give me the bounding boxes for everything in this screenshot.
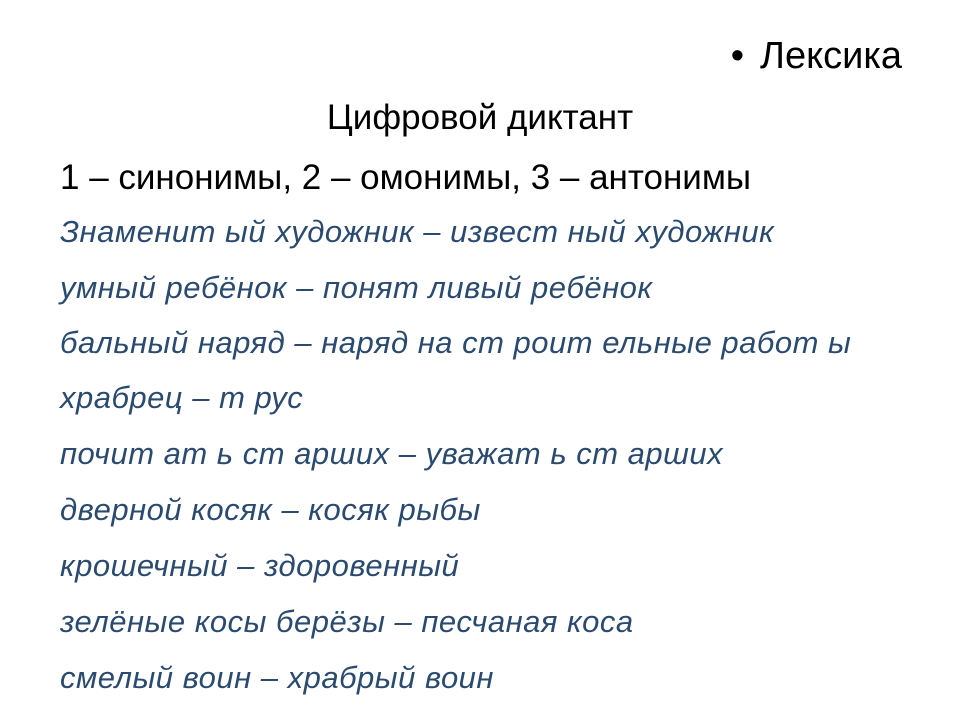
dictation-item: умный ребёнок – понят ливый ребёнок (60, 270, 653, 305)
bullet-dot-icon: • (730, 35, 745, 77)
dictation-list (60, 211, 906, 713)
dictation-item: дверной косяк – косяк рыбы (60, 492, 481, 527)
dictation-item: почит ат ь ст арших – уважат ь ст арших (60, 436, 724, 471)
dictation-item: смелый воин – храбрый воин (60, 660, 494, 695)
slide-title: Цифровой диктант (326, 98, 634, 137)
dictation-item: Знаменит ый художник – извест ный художник (60, 214, 775, 249)
heading-bullet-item (731, 34, 902, 78)
legend-line: 1 – синонимы, 2 – омонимы, 3 – антонимы (60, 158, 752, 197)
dictation-item: бальный наряд – наряд на ст роит ельные работ ы (60, 325, 852, 360)
dictation-item: крошечный – здоровенный (60, 548, 460, 583)
heading-text: Лексика (760, 35, 902, 77)
dictation-item: зелёные косы берёзы – песчаная коса (60, 604, 634, 639)
dictation-item: храбрец – т рус (60, 380, 304, 415)
